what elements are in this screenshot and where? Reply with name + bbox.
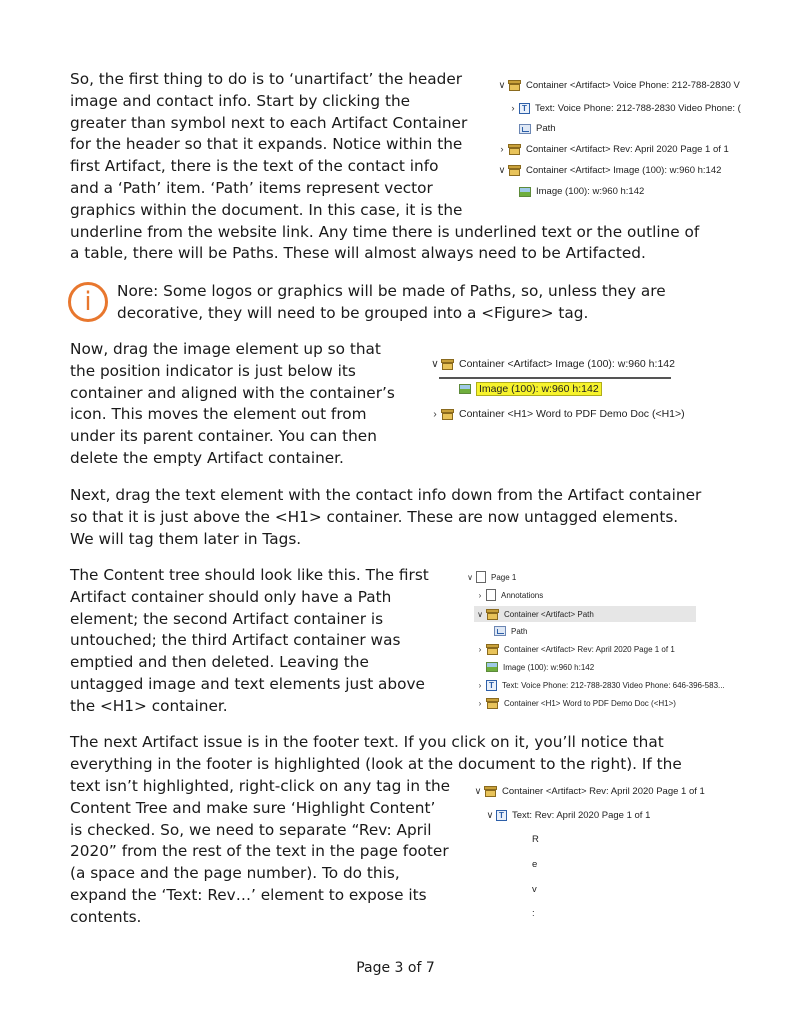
tree-row <box>474 680 725 691</box>
paragraph-footer-artifact-full <box>70 732 682 776</box>
text-line: underline from the website link. Any time there is underlined text or the outline of <box>70 222 700 241</box>
text-line: the <H1> container. <box>70 696 228 715</box>
text-line: element; the second Artifact container is <box>70 609 384 628</box>
info-icon: i <box>68 282 108 322</box>
tree-row <box>429 408 685 420</box>
content-tree-screenshot-4 <box>468 782 704 924</box>
chevron-right-icon: › <box>478 645 482 654</box>
text-line: Nore: Some logos or graphics will be made of Paths, so, unless they are <box>117 282 666 300</box>
tree-row-label: Container <Artifact> Path <box>504 609 594 619</box>
text-element-icon: T <box>519 103 530 114</box>
chevron-down-icon: ∨ <box>467 572 473 582</box>
tree-row-label: Image (100): w:960 h:142 <box>536 186 645 197</box>
text-line: (a space and the page number). To do this, <box>70 864 400 883</box>
tree-row <box>472 786 705 797</box>
text-line: so that it is just above the <H1> container. These are now untagged elements. <box>70 507 679 526</box>
tree-row-label: Text: Voice Phone: 212-788-2830 Video Phone: ( <box>535 103 741 114</box>
tree-row <box>486 662 594 672</box>
container-box-icon <box>508 144 521 155</box>
text-line: decorative, they will need to be grouped into a <Figure> tag. <box>117 303 589 322</box>
tree-row-label: Container <H1> Word to PDF Demo Doc (<H1>) <box>504 699 676 708</box>
text-line: container and aligned with the container’s <box>70 383 395 402</box>
tree-row-label: Page 1 <box>491 572 517 582</box>
chevron-down-icon: ∨ <box>474 786 482 797</box>
text-line: under its parent container. You can then <box>70 427 377 446</box>
text-line: expand the ‘Text: Rev…’ element to expose its <box>70 885 427 904</box>
tree-row <box>519 123 556 134</box>
chevron-down-icon: ∨ <box>477 609 483 619</box>
chevron-right-icon: › <box>433 408 437 420</box>
container-box-icon <box>441 359 454 370</box>
text-element-icon: T <box>496 810 507 821</box>
tree-row-label: Annotations <box>501 590 544 600</box>
tree-row <box>519 186 644 197</box>
text-line: Content Tree and make sure ‘Highlight Content’ <box>70 798 436 817</box>
tree-row-label: Text: Rev: April 2020 Page 1 of 1 <box>512 810 651 821</box>
chevron-down-icon: ∨ <box>498 165 506 176</box>
text-line: graphics within the document. In this case, it is the <box>70 200 463 219</box>
tree-row <box>532 834 539 845</box>
chevron-down-icon: ∨ <box>486 810 494 821</box>
chevron-right-icon: › <box>500 144 504 155</box>
tree-row <box>532 859 537 870</box>
tree-row-label: Image (100): w:960 h:142 <box>503 662 595 672</box>
text-line: delete the empty Artifact container. <box>70 448 344 467</box>
content-tree-screenshot-3 <box>462 568 725 716</box>
page-number: Page 3 of 7 <box>356 960 435 976</box>
tree-row <box>532 884 537 895</box>
tree-row-label: Container <Artifact> Rev: April 2020 Page 1 of 1 <box>502 786 705 797</box>
text-line: The Content tree should look like this. The first <box>70 566 429 584</box>
text-line: icon. This moves the element out from <box>70 405 367 424</box>
tree-row-label: Path <box>536 123 556 134</box>
tree-row-label: Container <Artifact> Image (100): w:960 h:142 <box>526 165 722 176</box>
tree-row <box>496 144 729 155</box>
text-line: text isn’t highlighted, right-click on any tag in the <box>70 777 451 795</box>
paragraph-drag-text <box>70 485 701 550</box>
path-icon <box>519 124 531 134</box>
tree-row <box>459 382 602 396</box>
text-line: Now, drag the image element up so that <box>70 340 381 358</box>
tree-row-label: Image (100): w:960 h:142 <box>476 382 602 396</box>
content-tree-screenshot-1 <box>492 76 741 206</box>
tree-row-label: Container <Artifact> Rev: April 2020 Page 1 of 1 <box>504 645 675 654</box>
container-box-icon <box>484 786 497 797</box>
page-icon <box>476 571 486 583</box>
tree-row-label: R <box>532 834 539 845</box>
text-line: So, the first thing to do is to ‘unartifact’ the header <box>70 70 463 88</box>
chevron-right-icon: › <box>511 103 515 114</box>
tree-row-label: v <box>532 884 537 895</box>
text-line: We will tag them later in Tags. <box>70 529 302 548</box>
text-line: for the header so that it expands. Notice within the <box>70 135 463 154</box>
container-box-icon <box>486 644 499 655</box>
image-icon <box>486 662 498 672</box>
text-line: image and contact info. Start by clicking the <box>70 91 411 110</box>
text-line: untouched; the third Artifact container was <box>70 631 401 650</box>
tree-row <box>507 103 741 114</box>
text-line: contents. <box>70 907 142 926</box>
chevron-right-icon: › <box>478 681 482 690</box>
tree-row <box>484 810 650 821</box>
tree-row <box>532 908 535 919</box>
tree-row-label: Container <H1> Word to PDF Demo Doc (<H1>) <box>459 408 685 420</box>
tree-row-label: : <box>532 908 535 919</box>
note-text <box>117 281 666 325</box>
text-line: The next Artifact issue is in the footer text. If you click on it, you’ll notice that <box>70 733 664 751</box>
tree-row <box>494 626 527 636</box>
image-icon <box>519 187 531 197</box>
container-box-icon <box>508 165 521 176</box>
text-line: untagged image and text elements just above <box>70 674 425 693</box>
paragraph-content-tree <box>70 565 429 718</box>
tree-row-selected <box>474 606 696 622</box>
container-box-icon <box>508 80 521 91</box>
tree-row-label: Text: Voice Phone: 212-788-2830 Video Phone: 646-396-583... <box>502 681 725 690</box>
chevron-right-icon: › <box>478 699 482 708</box>
tree-row <box>496 165 721 176</box>
text-line: the position indicator is just below its <box>70 361 356 380</box>
text-line: emptied and then deleted. Leaving the <box>70 653 369 672</box>
container-box-icon <box>486 698 499 709</box>
text-line: Next, drag the text element with the contact info down from the Artifact container <box>70 486 702 504</box>
text-line: and a ‘Path’ item. ‘Path’ items represent vector <box>70 178 433 197</box>
chevron-down-icon: ∨ <box>498 80 506 91</box>
container-box-icon <box>441 409 454 420</box>
tree-row <box>464 571 516 583</box>
text-line: a table, there will be Paths. These will almost always need to be Artifacted. <box>70 244 646 263</box>
tree-row <box>496 80 740 91</box>
tree-row-label: e <box>532 859 538 870</box>
text-line: Artifact container should only have a Path <box>70 587 392 606</box>
tree-row-label: Path <box>511 626 528 636</box>
drop-position-indicator <box>439 377 671 379</box>
tree-row <box>474 698 676 709</box>
tree-row <box>474 644 675 655</box>
tree-row-label: Container <Artifact> Rev: April 2020 Page 1 of 1 <box>526 144 729 155</box>
container-box-icon <box>486 609 499 620</box>
text-line: first Artifact, there is the text of the contact info <box>70 157 439 176</box>
tree-row-label: Container <Artifact> Image (100): w:960 h:142 <box>459 358 675 370</box>
chevron-right-icon: › <box>478 590 482 600</box>
text-line: everything in the footer is highlighted (look at the document to the right). If the <box>70 754 682 773</box>
image-icon <box>459 384 471 394</box>
annotations-icon <box>486 589 496 601</box>
paragraph-footer-artifact <box>70 776 450 929</box>
chevron-down-icon: ∨ <box>431 358 439 370</box>
path-icon <box>494 626 506 636</box>
tree-row <box>474 589 543 601</box>
content-tree-screenshot-2 <box>425 354 685 428</box>
tree-row <box>429 358 675 370</box>
text-element-icon: T <box>486 680 497 691</box>
text-line: 2020” from the rest of the text in the page footer <box>70 842 449 861</box>
text-line: greater than symbol next to each Artifact Container <box>70 113 468 132</box>
paragraph-drag-image <box>70 339 395 470</box>
text-line: is checked. So, we need to separate “Rev: April <box>70 820 432 839</box>
tree-row-label: Container <Artifact> Voice Phone: 212-788-2830 V <box>526 80 740 91</box>
